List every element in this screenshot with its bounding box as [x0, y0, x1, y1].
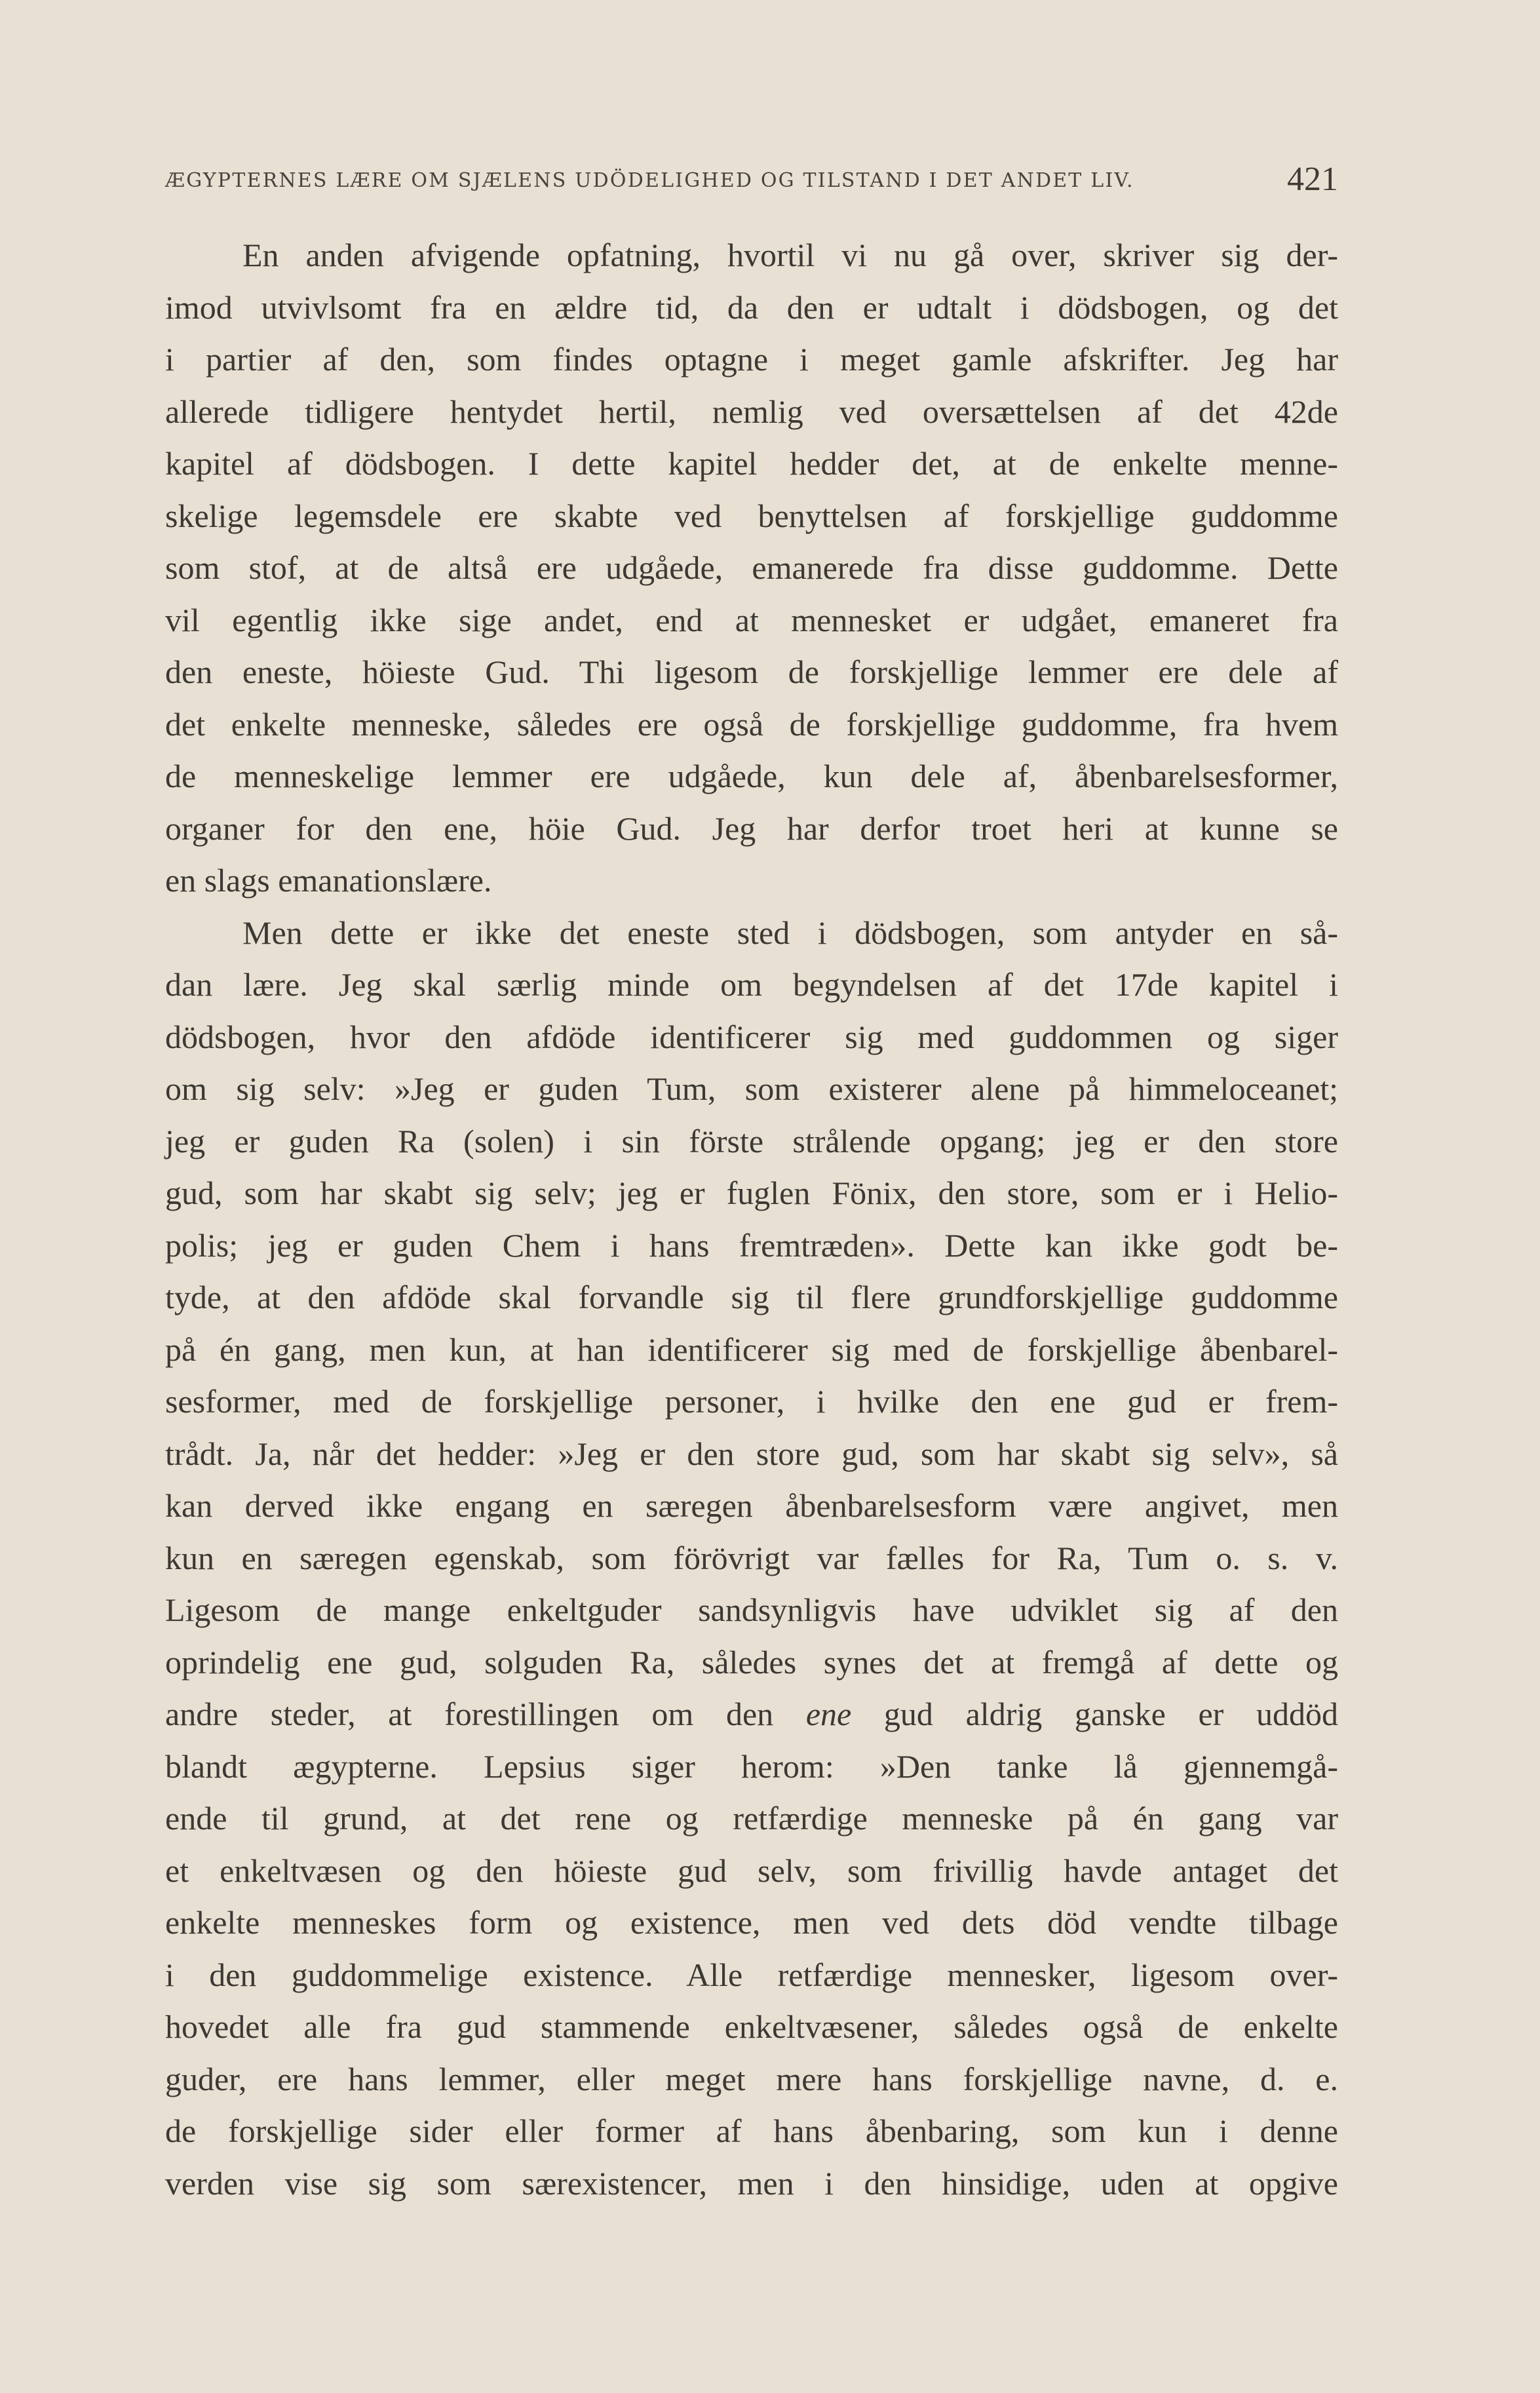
- text-line: Ligesom de mange enkeltguder sandsynligvis have udviklet sig af den: [165, 1591, 1338, 1628]
- text-line: imod utvivlsomt fra en ældre tid, da den er udtalt i dödsbogen, og det: [165, 288, 1338, 326]
- text-line: kan derved ikke engang en særegen åbenbarelsesform være angivet, men: [165, 1487, 1338, 1524]
- text-line: dödsbogen, hvor den afdöde identificerer sig med guddommen og siger: [165, 1018, 1338, 1055]
- text-line: jeg er guden Ra (solen) i sin förste strålende opgang; jeg er den store: [165, 1122, 1338, 1159]
- text-line: et enkeltvæsen og den höieste gud selv, som frivillig havde antaget det: [165, 1852, 1338, 1889]
- text-line: En anden afvigende opfatning, hvortil vi nu gå over, skriver sig der-: [242, 237, 1338, 273]
- text-line: det enkelte menneske, således ere også de forskjellige guddomme, fra hvem: [165, 705, 1338, 743]
- text-line: enkelte menneskes form og existence, men ved dets död vendte tilbage: [165, 1904, 1338, 1941]
- text-line: på én gang, men kun, at han identificerer sig med de forskjellige åbenbarel-: [165, 1331, 1338, 1368]
- page-header: [165, 160, 1338, 199]
- text-line: Men dette er ikke det eneste sted i dödsbogen, som antyder en så-: [242, 914, 1338, 951]
- text-line: en slags emanationslære.: [165, 862, 492, 899]
- text-line: [165, 1688, 1338, 1741]
- text-line: i den guddommelige existence. Alle retfærdige mennesker, ligesom over-: [165, 1956, 1338, 1993]
- text-line: i partier af den, som findes optagne i meget gamle afskrifter. Jeg har: [165, 341, 1338, 378]
- text-line: guder, ere hans lemmer, eller meget mere hans forskjellige navne, d. e.: [165, 2060, 1338, 2097]
- text-line: skelige legemsdele ere skabte ved benyttelsen af forskjellige guddomme: [165, 497, 1338, 534]
- text-line: gud, som har skabt sig selv; jeg er fuglen Fönix, den store, som er i Helio-: [165, 1175, 1338, 1211]
- running-head: ÆGYPTERNES LÆRE OM SJÆLENS UDÖDELIGHED OG TILSTAND I DET ANDET LIV.: [165, 169, 1134, 192]
- text-segment: andre steder, at forestillingen om den: [165, 1696, 806, 1732]
- text-line: trådt. Ja, når det hedder: »Jeg er den store gud, som har skabt sig selv», så: [165, 1435, 1338, 1472]
- text-line: som stof, at de altså ere udgåede, emanerede fra disse guddomme. Dette: [165, 549, 1338, 586]
- text-line: polis; jeg er guden Chem i hans fremtræden». Dette kan ikke godt be-: [165, 1226, 1338, 1264]
- text-line: tyde, at den afdöde skal forvandle sig til flere grundforskjellige guddomme: [165, 1279, 1338, 1315]
- text-line: ende til grund, at det rene og retfærdige menneske på én gang var: [165, 1800, 1338, 1837]
- page-number: 421: [1287, 161, 1338, 198]
- text-line: kun en særegen egenskab, som förövrigt var fælles for Ra, Tum o. s. v.: [165, 1539, 1338, 1576]
- body-text: [165, 229, 1338, 2209]
- text-line: den eneste, höieste Gud. Thi ligesom de forskjellige lemmer ere dele af: [165, 653, 1338, 690]
- text-line: dan lære. Jeg skal særlig minde om begyndelsen af det 17de kapitel i: [165, 966, 1338, 1003]
- text-line: vil egentlig ikke sige andet, end at mennesket er udgået, emaneret fra: [165, 601, 1338, 638]
- text-line: hovedet alle fra gud stammende enkeltvæsener, således også de enkelte: [165, 2008, 1338, 2045]
- text-line: verden vise sig som særexistencer, men i den hinsidige, uden at opgive: [165, 2164, 1338, 2202]
- text-line: allerede tidligere hentydet hertil, nemlig ved oversættelsen af det 42de: [165, 393, 1338, 430]
- text-line: de menneskelige lemmer ere udgåede, kun dele af, åbenbarelsesformer,: [165, 758, 1338, 794]
- text-line: blandt ægypterne. Lepsius siger herom: »Den tanke lå gjennemgå-: [165, 1747, 1338, 1785]
- text-line: oprindelig ene gud, solguden Ra, således synes det at fremgå af dette og: [165, 1643, 1338, 1681]
- emphasized-word: ene: [805, 1696, 852, 1732]
- text-line: sesformer, med de forskjellige personer, i hvilke den ene gud er frem-: [165, 1383, 1338, 1420]
- text-line: organer for den ene, höie Gud. Jeg har derfor troet heri at kunne se: [165, 809, 1338, 847]
- text-line: om sig selv: »Jeg er guden Tum, som existerer alene på himmeloceanet;: [165, 1070, 1338, 1107]
- text-line: de forskjellige sider eller former af hans åbenbaring, som kun i denne: [165, 2112, 1338, 2149]
- text-line: kapitel af dödsbogen. I dette kapitel hedder det, at de enkelte menne-: [165, 445, 1338, 482]
- text-segment: gud aldrig ganske er uddöd: [851, 1696, 1339, 1732]
